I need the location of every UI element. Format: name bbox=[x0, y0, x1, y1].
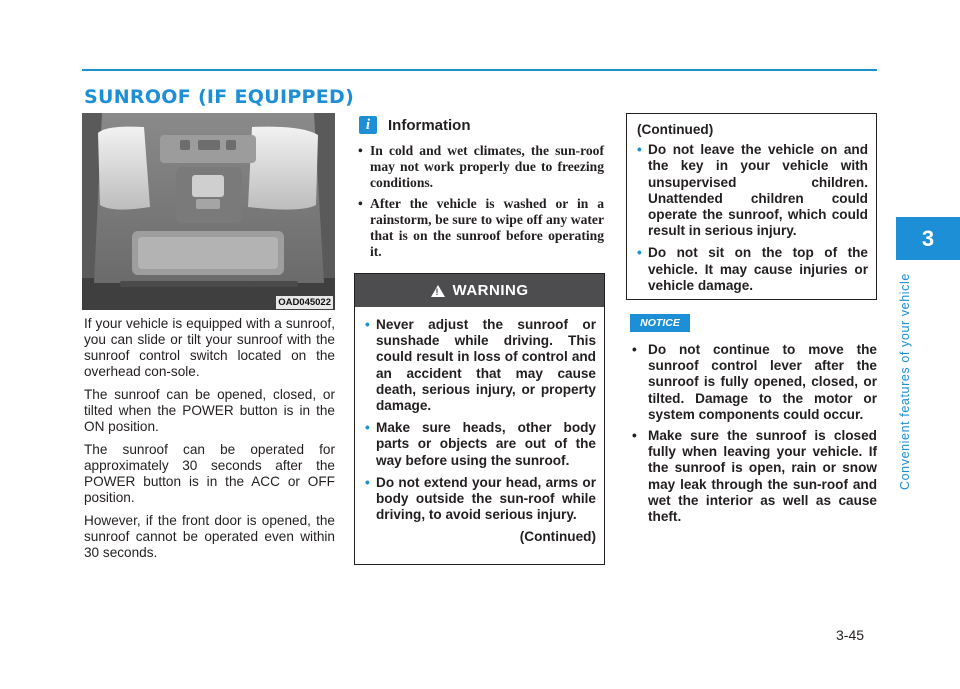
bullet-icon: • bbox=[632, 342, 637, 357]
information-item bbox=[358, 143, 604, 192]
overhead-console-photo bbox=[82, 113, 335, 310]
page-number: 3-45 bbox=[836, 627, 865, 643]
notice-item bbox=[630, 342, 877, 423]
bullet-icon: • bbox=[365, 420, 370, 436]
continued-item bbox=[637, 245, 868, 294]
warning-body bbox=[355, 307, 604, 546]
information-header bbox=[359, 116, 471, 134]
section-title: SUNROOF (IF EQUIPPED) bbox=[84, 86, 355, 108]
warning-header bbox=[355, 274, 604, 307]
notice-item bbox=[630, 428, 877, 525]
bullet-icon: • bbox=[365, 317, 370, 332]
warning-triangle-icon bbox=[431, 285, 445, 297]
warning-item bbox=[365, 420, 596, 469]
warning-item bbox=[365, 317, 596, 414]
bullet-icon: • bbox=[358, 143, 363, 158]
continued-item-text: Do not leave the vehicle on and the key in your vehicle with unsupervised children. Unattended children could operate the sunroof, which could result in serious injury. bbox=[648, 142, 868, 239]
warning-item bbox=[365, 475, 596, 524]
warning-title: WARNING bbox=[452, 282, 529, 299]
continued-item-text: Do not sit on the top of the vehicle. It may cause injuries or vehicle damage. bbox=[648, 245, 868, 293]
warning-continued: (Continued) bbox=[519, 529, 596, 545]
top-rule bbox=[82, 69, 877, 71]
warning-box bbox=[354, 273, 605, 565]
bullet-icon: • bbox=[358, 195, 363, 211]
information-title: Information bbox=[388, 116, 471, 134]
warning-exclamation: ! bbox=[435, 286, 439, 297]
information-item bbox=[358, 196, 604, 261]
photo-code: OAD045022 bbox=[278, 297, 331, 308]
body-paragraph: The sunroof can be opened, closed, or tilted when the POWER button is in the ON position. bbox=[84, 387, 335, 434]
info-icon: i bbox=[359, 116, 377, 134]
chapter-label: Convenient features of your vehicle bbox=[898, 273, 912, 490]
body-paragraph: However, if the front door is opened, the sunroof cannot be operated even within 30 seconds. bbox=[84, 513, 335, 560]
bullet-icon: • bbox=[365, 474, 370, 490]
body-paragraph: The sunroof can be operated for approximately 30 seconds after the POWER button is in the ACC or OFF position. bbox=[84, 442, 335, 505]
information-list bbox=[358, 143, 604, 264]
continued-header: (Continued) bbox=[637, 122, 714, 137]
body-text bbox=[84, 316, 335, 568]
notice-item-text: Make sure the sunroof is closed fully when leaving your vehicle. If the sunroof is open, rain or snow may leak through the sun-roof and wet the interior as well as cause theft. bbox=[648, 428, 877, 525]
notice-badge: NOTICE bbox=[630, 314, 690, 332]
warning-item-text: Never adjust the sunroof or sunshade while driving. This could result in loss of control and an accident that may cause death, serious injury, or property damage. bbox=[376, 317, 596, 414]
chapter-tab: 3 bbox=[896, 217, 960, 260]
information-item-text: In cold and wet climates, the sun-roof may not work properly due to freezing conditions. bbox=[370, 143, 604, 191]
notice-item-text: Do not continue to move the sunroof control lever after the sunroof is fully opened, closed, or tilted. Damage to the motor or system components could occur. bbox=[648, 342, 877, 422]
warning-item-text: Do not extend your head, arms or body outside the sun-roof while driving, to avoid serious injury. bbox=[376, 474, 596, 523]
bullet-icon: • bbox=[637, 142, 642, 158]
bullet-icon: • bbox=[632, 428, 637, 444]
body-paragraph: If your vehicle is equipped with a sunroof, you can slide or tilt your sunroof with the sunroof control switch located on the overhead con-sole. bbox=[84, 316, 335, 379]
warning-item-text: Make sure heads, other body parts or objects are out of the way before using the sunroof. bbox=[376, 420, 596, 468]
continued-item bbox=[637, 142, 868, 239]
notice-list bbox=[630, 342, 877, 530]
overhead-console-image bbox=[82, 113, 335, 310]
information-item-text: After the vehicle is washed or in a rainstorm, be sure to wipe off any water that is on the sunroof before operating it. bbox=[370, 195, 604, 260]
continued-warning-box bbox=[626, 113, 877, 300]
bullet-icon: • bbox=[637, 245, 642, 261]
